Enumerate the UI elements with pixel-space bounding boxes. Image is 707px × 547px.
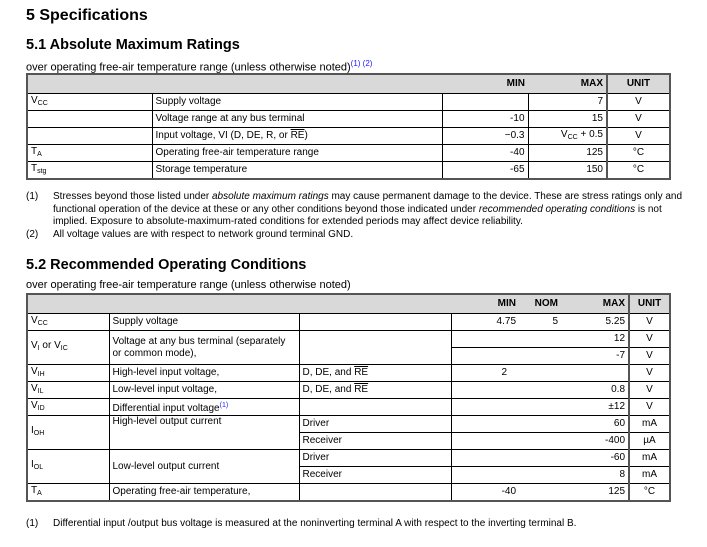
min-cell (442, 94, 528, 111)
footnote-ref[interactable]: (1) (2) (350, 59, 373, 68)
table-row (27, 128, 670, 145)
max-cell: 12 (561, 331, 629, 348)
min-cell (451, 382, 519, 399)
symbol-cell: $V_{IH}$ (27, 365, 109, 382)
footnote-text: Stresses beyond those listed under absolute maximum ratings may cause permanent damage to the device. These are stress ratings only and functional operation of the device at these or any other conditions beyond those indicated under recommended operating conditions is not implied. Exposure to absolute-maximum-rated conditions for extended periods may affect device reliability. (53, 191, 683, 227)
min-cell: 2 (451, 365, 519, 382)
footnote: (2) All voltage values are with respect to network ground terminal GND. (26, 228, 354, 240)
param-cell: Supply voltage (109, 314, 299, 331)
table-header-row (27, 294, 670, 314)
max-cell: 5.25 (561, 314, 629, 331)
table-header-row (27, 74, 670, 94)
symbol-cell: $V_{ID}$ (27, 399, 109, 416)
table-row (27, 94, 670, 111)
max-cell: 125 (528, 145, 607, 162)
abs-max-caption (26, 59, 372, 74)
min-cell (451, 399, 519, 416)
max-cell: 8 (561, 467, 629, 484)
min-cell: 4.75 (451, 314, 519, 331)
nom-cell (519, 382, 561, 399)
symbol-cell: $T_A$ (27, 484, 109, 502)
unit-cell: V (629, 382, 670, 399)
param-cell: Storage temperature (152, 162, 442, 180)
symbol-cell: $T_{stg}$ (27, 162, 152, 180)
cond-cell: Driver (299, 450, 451, 467)
cond-cell: Receiver (299, 467, 451, 484)
rec-op-notes (26, 518, 686, 531)
table-row (27, 484, 670, 502)
max-cell: -400 (561, 433, 629, 450)
nom-cell (519, 467, 561, 484)
table-row (27, 145, 670, 162)
param-cell: Differential input voltage$^{(1)}$ (109, 399, 299, 416)
min-cell: −0.3 (442, 128, 528, 145)
cond-cell: Driver (299, 416, 451, 433)
cond-cell (299, 314, 451, 331)
max-cell: 7 (528, 94, 607, 111)
header-blank (27, 74, 442, 94)
header-max: MAX (561, 294, 629, 314)
header-blank (27, 294, 451, 314)
unit-cell: V (629, 365, 670, 382)
header-min: MIN (442, 74, 528, 94)
nom-cell (519, 450, 561, 467)
abs-max-notes (26, 191, 686, 241)
nom-cell (519, 365, 561, 382)
unit-cell: °C (629, 484, 670, 502)
table-row (27, 331, 670, 348)
footnote: (1) Differential input /output bus voltage is measured at the noninverting terminal A with respect to the inverting terminal B. (26, 518, 577, 529)
symbol-cell: $V_{CC}$ (27, 94, 152, 111)
max-cell: -60 (561, 450, 629, 467)
min-cell (451, 416, 519, 433)
header-max: MAX (528, 74, 607, 94)
symbol-cell: $V_{IL}$ (27, 382, 109, 399)
unit-cell: V (629, 314, 670, 331)
abs-max-table (26, 73, 671, 180)
unit-cell: µA (629, 433, 670, 450)
unit-cell: mA (629, 416, 670, 433)
min-cell: -40 (451, 484, 519, 502)
cond-cell (299, 331, 451, 365)
symbol-cell: $V_{CC}$ (27, 314, 109, 331)
unit-cell: V (629, 399, 670, 416)
table-row (27, 416, 670, 433)
abs-max-title: 5.1 Absolute Maximum Ratings (26, 37, 240, 53)
min-cell (451, 450, 519, 467)
max-cell: ±12 (561, 399, 629, 416)
cond-cell: D, DE, and $\overline{RE}$ (299, 365, 451, 382)
footnote: (1) Stresses beyond those listed under absolute maximum ratings may cause permanent damage to the device. These are stress ratings only and functional operation of the device at these or any other conditions beyond those indicated under recommended operating conditions is not implied. Exposure to absolute-maximum-rated conditions for extended periods may affect device reliability. (26, 191, 686, 229)
nom-cell (519, 433, 561, 450)
min-cell: -65 (442, 162, 528, 180)
cond-cell (299, 484, 451, 502)
param-cell: Low-level output current (109, 450, 299, 484)
symbol-cell (27, 128, 152, 145)
symbol-cell: $T_A$ (27, 145, 152, 162)
max-cell: -7 (561, 348, 629, 365)
section-title: 5 Specifications (26, 7, 148, 24)
cond-cell: Receiver (299, 433, 451, 450)
max-cell: 125 (561, 484, 629, 502)
header-nom: NOM (519, 294, 561, 314)
unit-cell: V (607, 111, 670, 128)
param-cell: Low-level input voltage, (109, 382, 299, 399)
table-row (27, 365, 670, 382)
footnote-text: Differential input /output bus voltage is measured at the noninverting terminal A with respect to the inverting terminal B. (53, 518, 577, 529)
cond-cell (299, 399, 451, 416)
max-cell (561, 365, 629, 382)
max-cell: 0.8 (561, 382, 629, 399)
symbol-cell (27, 111, 152, 128)
nom-cell (519, 331, 561, 348)
min-cell (451, 433, 519, 450)
nom-cell (519, 416, 561, 433)
table-row (27, 450, 670, 467)
table-row (27, 111, 670, 128)
unit-cell: °C (607, 145, 670, 162)
rec-op-caption: over operating free-air temperature range (unless otherwise noted) (26, 279, 351, 291)
min-cell: -10 (442, 111, 528, 128)
nom-cell (519, 348, 561, 365)
table-row (27, 314, 670, 331)
table-row (27, 162, 670, 180)
symbol-cell: $I_{OH}$ (27, 416, 109, 450)
rec-op-title: 5.2 Recommended Operating Conditions (26, 257, 307, 273)
header-unit: UNIT (629, 294, 670, 314)
unit-cell: V (629, 348, 670, 365)
unit-cell: V (607, 128, 670, 145)
cond-cell: D, DE, and $\overline{RE}$ (299, 382, 451, 399)
param-cell: Operating free-air temperature range (152, 145, 442, 162)
caption-text: over operating free-air temperature range (unless otherwise noted) (26, 61, 351, 74)
min-cell (451, 467, 519, 484)
nom-cell (519, 484, 561, 502)
param-cell: Voltage range at any bus terminal (152, 111, 442, 128)
footnote-text: All voltage values are with respect to network ground terminal GND. (53, 228, 354, 240)
symbol-cell: $V_I$ or $V_{IC}$ (27, 331, 109, 365)
param-cell: Supply voltage (152, 94, 442, 111)
header-unit: UNIT (607, 74, 670, 94)
nom-cell (519, 399, 561, 416)
max-cell: 60 (561, 416, 629, 433)
max-cell: $V_{CC} + 0.5$ (528, 128, 607, 145)
table-row (27, 399, 670, 416)
footnote-ref[interactable]: (1) (219, 401, 229, 409)
param-cell: Voltage at any bus terminal (separately or common mode), (109, 331, 299, 365)
param-cell: High-level output current (109, 416, 299, 450)
unit-cell: mA (629, 450, 670, 467)
max-cell: 150 (528, 162, 607, 180)
max-cell: 15 (528, 111, 607, 128)
param-cell: High-level input voltage, (109, 365, 299, 382)
unit-cell: mA (629, 467, 670, 484)
rec-op-table (26, 293, 671, 502)
symbol-cell: $I_{OL}$ (27, 450, 109, 484)
header-min: MIN (451, 294, 519, 314)
unit-cell: V (629, 331, 670, 348)
param-cell: Operating free-air temperature, (109, 484, 299, 502)
nom-cell: 5 (519, 314, 561, 331)
unit-cell: V (607, 94, 670, 111)
param-cell: Input voltage, VI (D, DE, R, or $\overline{RE}$) (152, 128, 442, 145)
min-cell (451, 348, 519, 365)
min-cell (451, 331, 519, 348)
table-row (27, 382, 670, 399)
unit-cell: °C (607, 162, 670, 180)
min-cell: -40 (442, 145, 528, 162)
